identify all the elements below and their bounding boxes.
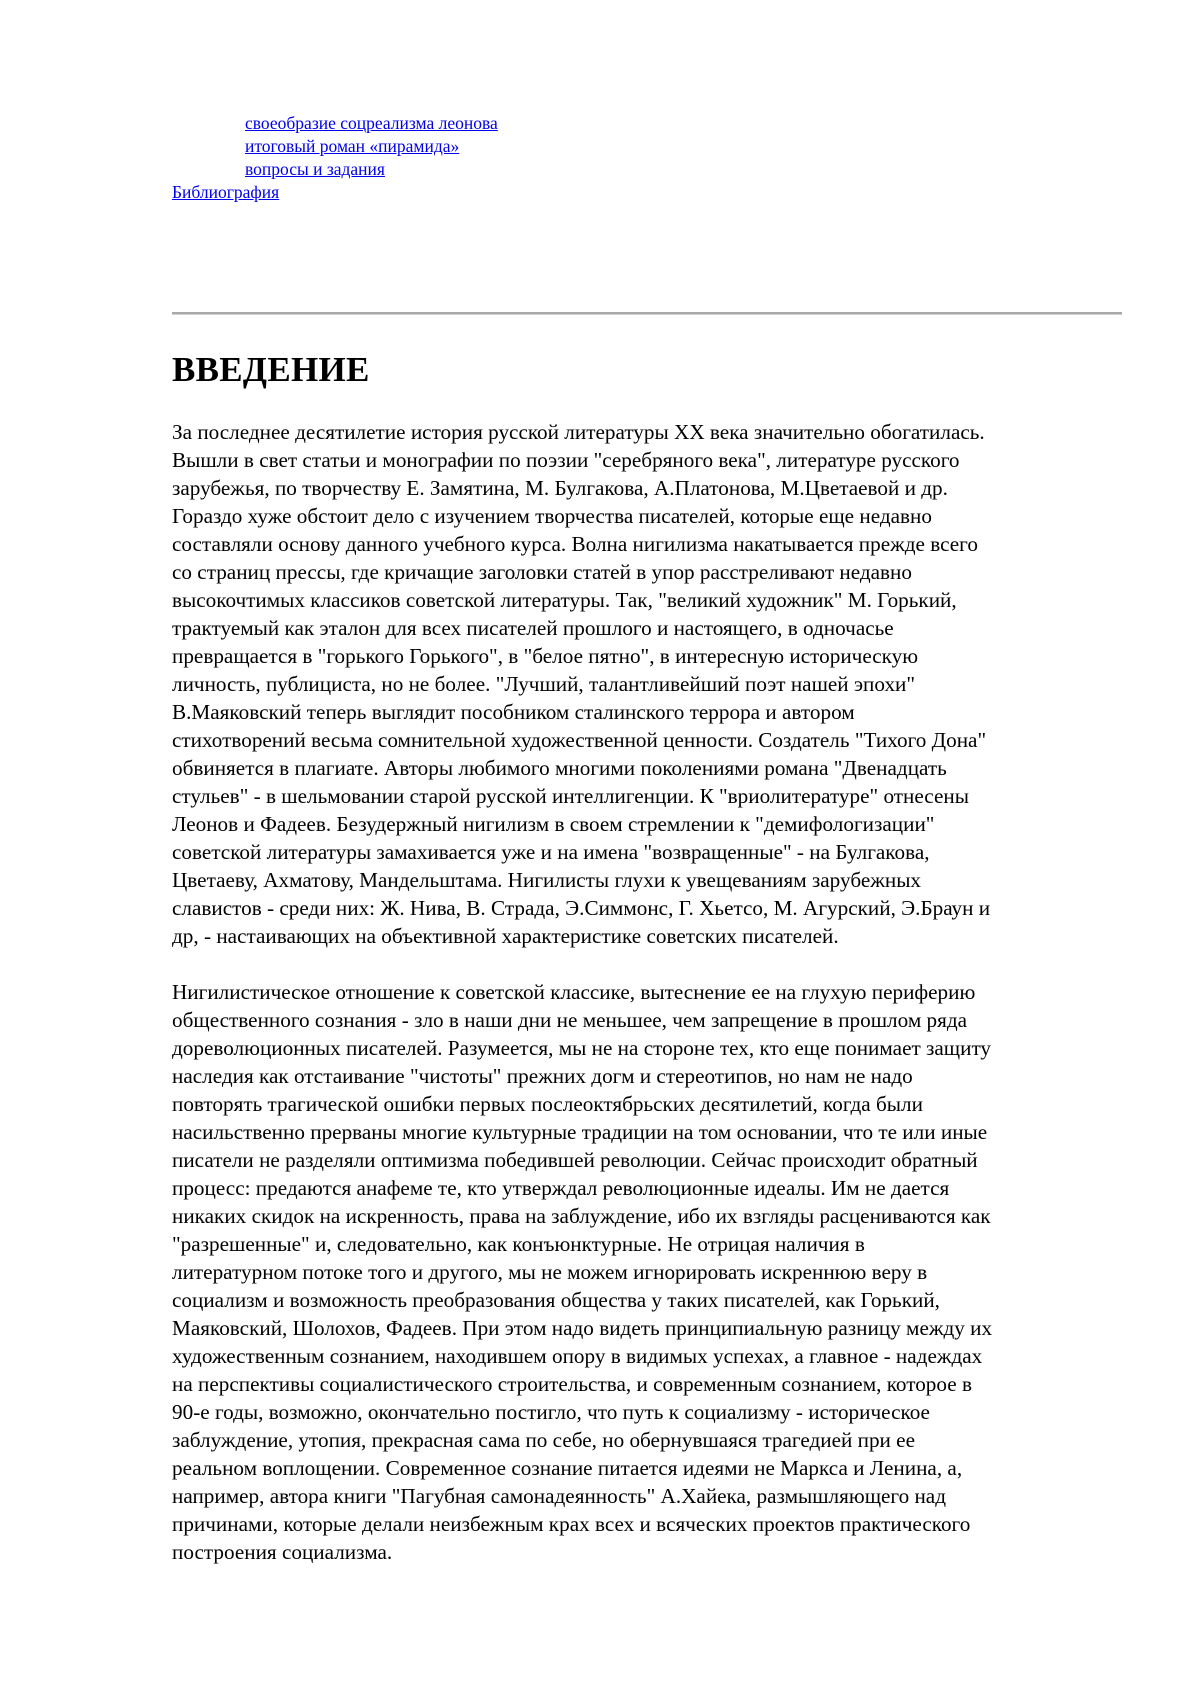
paragraph-line: художественным сознанием, находившем опору в видимых успехах, а главное - надеждах (172, 1344, 983, 1368)
toc-link-piramida[interactable]: итоговый роман «пирамида» (245, 136, 460, 156)
paragraph-line: В.Маяковский теперь выглядит пособником сталинского террора и автором (172, 700, 855, 724)
paragraph-line: построения социализма. (172, 1540, 393, 1564)
paragraph-line: повторять трагической ошибки первых послеоктябрьских десятилетий, когда были (172, 1092, 923, 1116)
toc-link-voprosy-i-zadaniya[interactable]: вопросы и задания (245, 159, 385, 179)
paragraph-line: например, автора книги "Пагубная самонадеянность" А.Хайека, размышляющего над (172, 1484, 946, 1508)
paragraph-line: обвиняется в плагиате. Авторы любимого многими поколениями романа "Двенадцать (172, 756, 947, 780)
paragraph-line: наследия как отстаивание "чистоты" прежних догм и стереотипов, но нам не надо (172, 1064, 913, 1088)
paragraph-line: процесс: предаются анафеме те, кто утверждал революционные идеалы. Им не дается (172, 1176, 950, 1200)
paragraph (172, 418, 1132, 950)
paragraph-line: писатели не разделяли оптимизма победившей революции. Сейчас происходит обратный (172, 1148, 978, 1172)
paragraph (172, 978, 1132, 1566)
paragraph-line: др, - настаивающих на объективной характеристике советских писателей. (172, 924, 839, 948)
table-of-contents (172, 112, 1122, 204)
paragraph-line: стульев" - в шельмовании старой русской интеллигенции. К "вриолитературе" отнесены (172, 784, 969, 808)
paragraph-line: превращается в "горького Горького", в "белое пятно", в интересную историческую (172, 644, 919, 668)
toc-link-sotsrealizm-leonova[interactable]: своеобразие соцреализма леонова (245, 113, 498, 133)
paragraph-line: Нигилистическое отношение к советской классике, вытеснение ее на глухую периферию (172, 980, 976, 1004)
toc-link-bibliografiya[interactable]: Библиография (172, 182, 280, 202)
paragraph-line: высокочтимых классиков советской литературы. Так, "великий художник" М. Горький, (172, 588, 957, 612)
body-text (172, 418, 1132, 1594)
paragraph-line: Маяковский, Шолохов, Фадеев. При этом надо видеть принципиальную разницу между их (172, 1316, 993, 1340)
paragraph-line: социализм и возможность преобразования общества у таких писателей, как Горький, (172, 1288, 940, 1312)
paragraph-line: реальном воплощении. Современное сознание питается идеями не Маркса и Ленина, а, (172, 1456, 963, 1480)
paragraph-line: Цветаеву, Ахматову, Мандельштама. Нигилисты глухи к увещеваниям зарубежных (172, 868, 922, 892)
paragraph-line: Леонов и Фадеев. Безудержный нигилизм в своем стремлении к "демифологизации" (172, 812, 935, 836)
paragraph-line: личность, публициста, но не более. "Лучший, талантливейший поэт нашей эпохи" (172, 672, 916, 696)
paragraph-line: насильственно прерваны многие культурные традиции на том основании, что те или иные (172, 1120, 988, 1144)
paragraph-line: За последнее десятилетие история русской литературы XX века значительно обогатилась. (172, 420, 985, 444)
paragraph-line: причинами, которые делали неизбежным крах всех и всяческих проектов практического (172, 1512, 971, 1536)
document-page (172, 112, 1122, 204)
section-heading: ВВЕДЕНИЕ (172, 350, 370, 389)
horizontal-divider (172, 312, 1122, 315)
paragraph-line: трактуемый как эталон для всех писателей прошлого и настоящего, в одночасье (172, 616, 894, 640)
paragraph-line: Вышли в свет статьи и монографии по поэзии "серебряного века", литературе русского (172, 448, 960, 472)
paragraph-line: славистов - среди них: Ж. Нива, В. Страда, Э.Симмонс, Г. Хьетсо, М. Агурский, Э.Браун и (172, 896, 991, 920)
paragraph-line: на перспективы социалистического строительства, и современным сознанием, которое в (172, 1372, 972, 1396)
paragraph-line: зарубежья, по творчеству Е. Замятина, М. Булгакова, А.Платонова, М.Цветаевой и др. (172, 476, 948, 500)
paragraph-line: стихотворений весьма сомнительной художественной ценности. Создатель "Тихого Дона" (172, 728, 987, 752)
paragraph-line: никаких скидок на искренность, права на заблуждение, ибо их взгляды расцениваются как (172, 1204, 991, 1228)
paragraph-line: дореволюционных писателей. Разумеется, мы не на стороне тех, кто еще понимает защиту (172, 1036, 992, 1060)
paragraph-line: со страниц прессы, где кричащие заголовки статей в упор расстреливают недавно (172, 560, 912, 584)
paragraph-line: Гораздо хуже обстоит дело с изучением творчества писателей, которые еще недавно (172, 504, 932, 528)
paragraph-line: заблуждение, утопия, прекрасная сама по себе, но обернувшаяся трагедией при ее (172, 1428, 915, 1452)
paragraph-line: литературном потоке того и другого, мы не можем игнорировать искреннюю веру в (172, 1260, 928, 1284)
paragraph-line: советской литературы замахивается уже и на имена "возвращенные" - на Булгакова, (172, 840, 930, 864)
paragraph-line: общественного сознания - зло в наши дни не меньшее, чем запрещение в прошлом ряда (172, 1008, 968, 1032)
paragraph-line: составляли основу данного учебного курса. Волна нигилизма накатывается прежде всего (172, 532, 978, 556)
paragraph-line: "разрешенные" и, следовательно, как конъюнктурные. Не отрицая наличия в (172, 1232, 865, 1256)
paragraph-line: 90-е годы, возможно, окончательно постигло, что путь к социализму - историческое (172, 1400, 930, 1424)
